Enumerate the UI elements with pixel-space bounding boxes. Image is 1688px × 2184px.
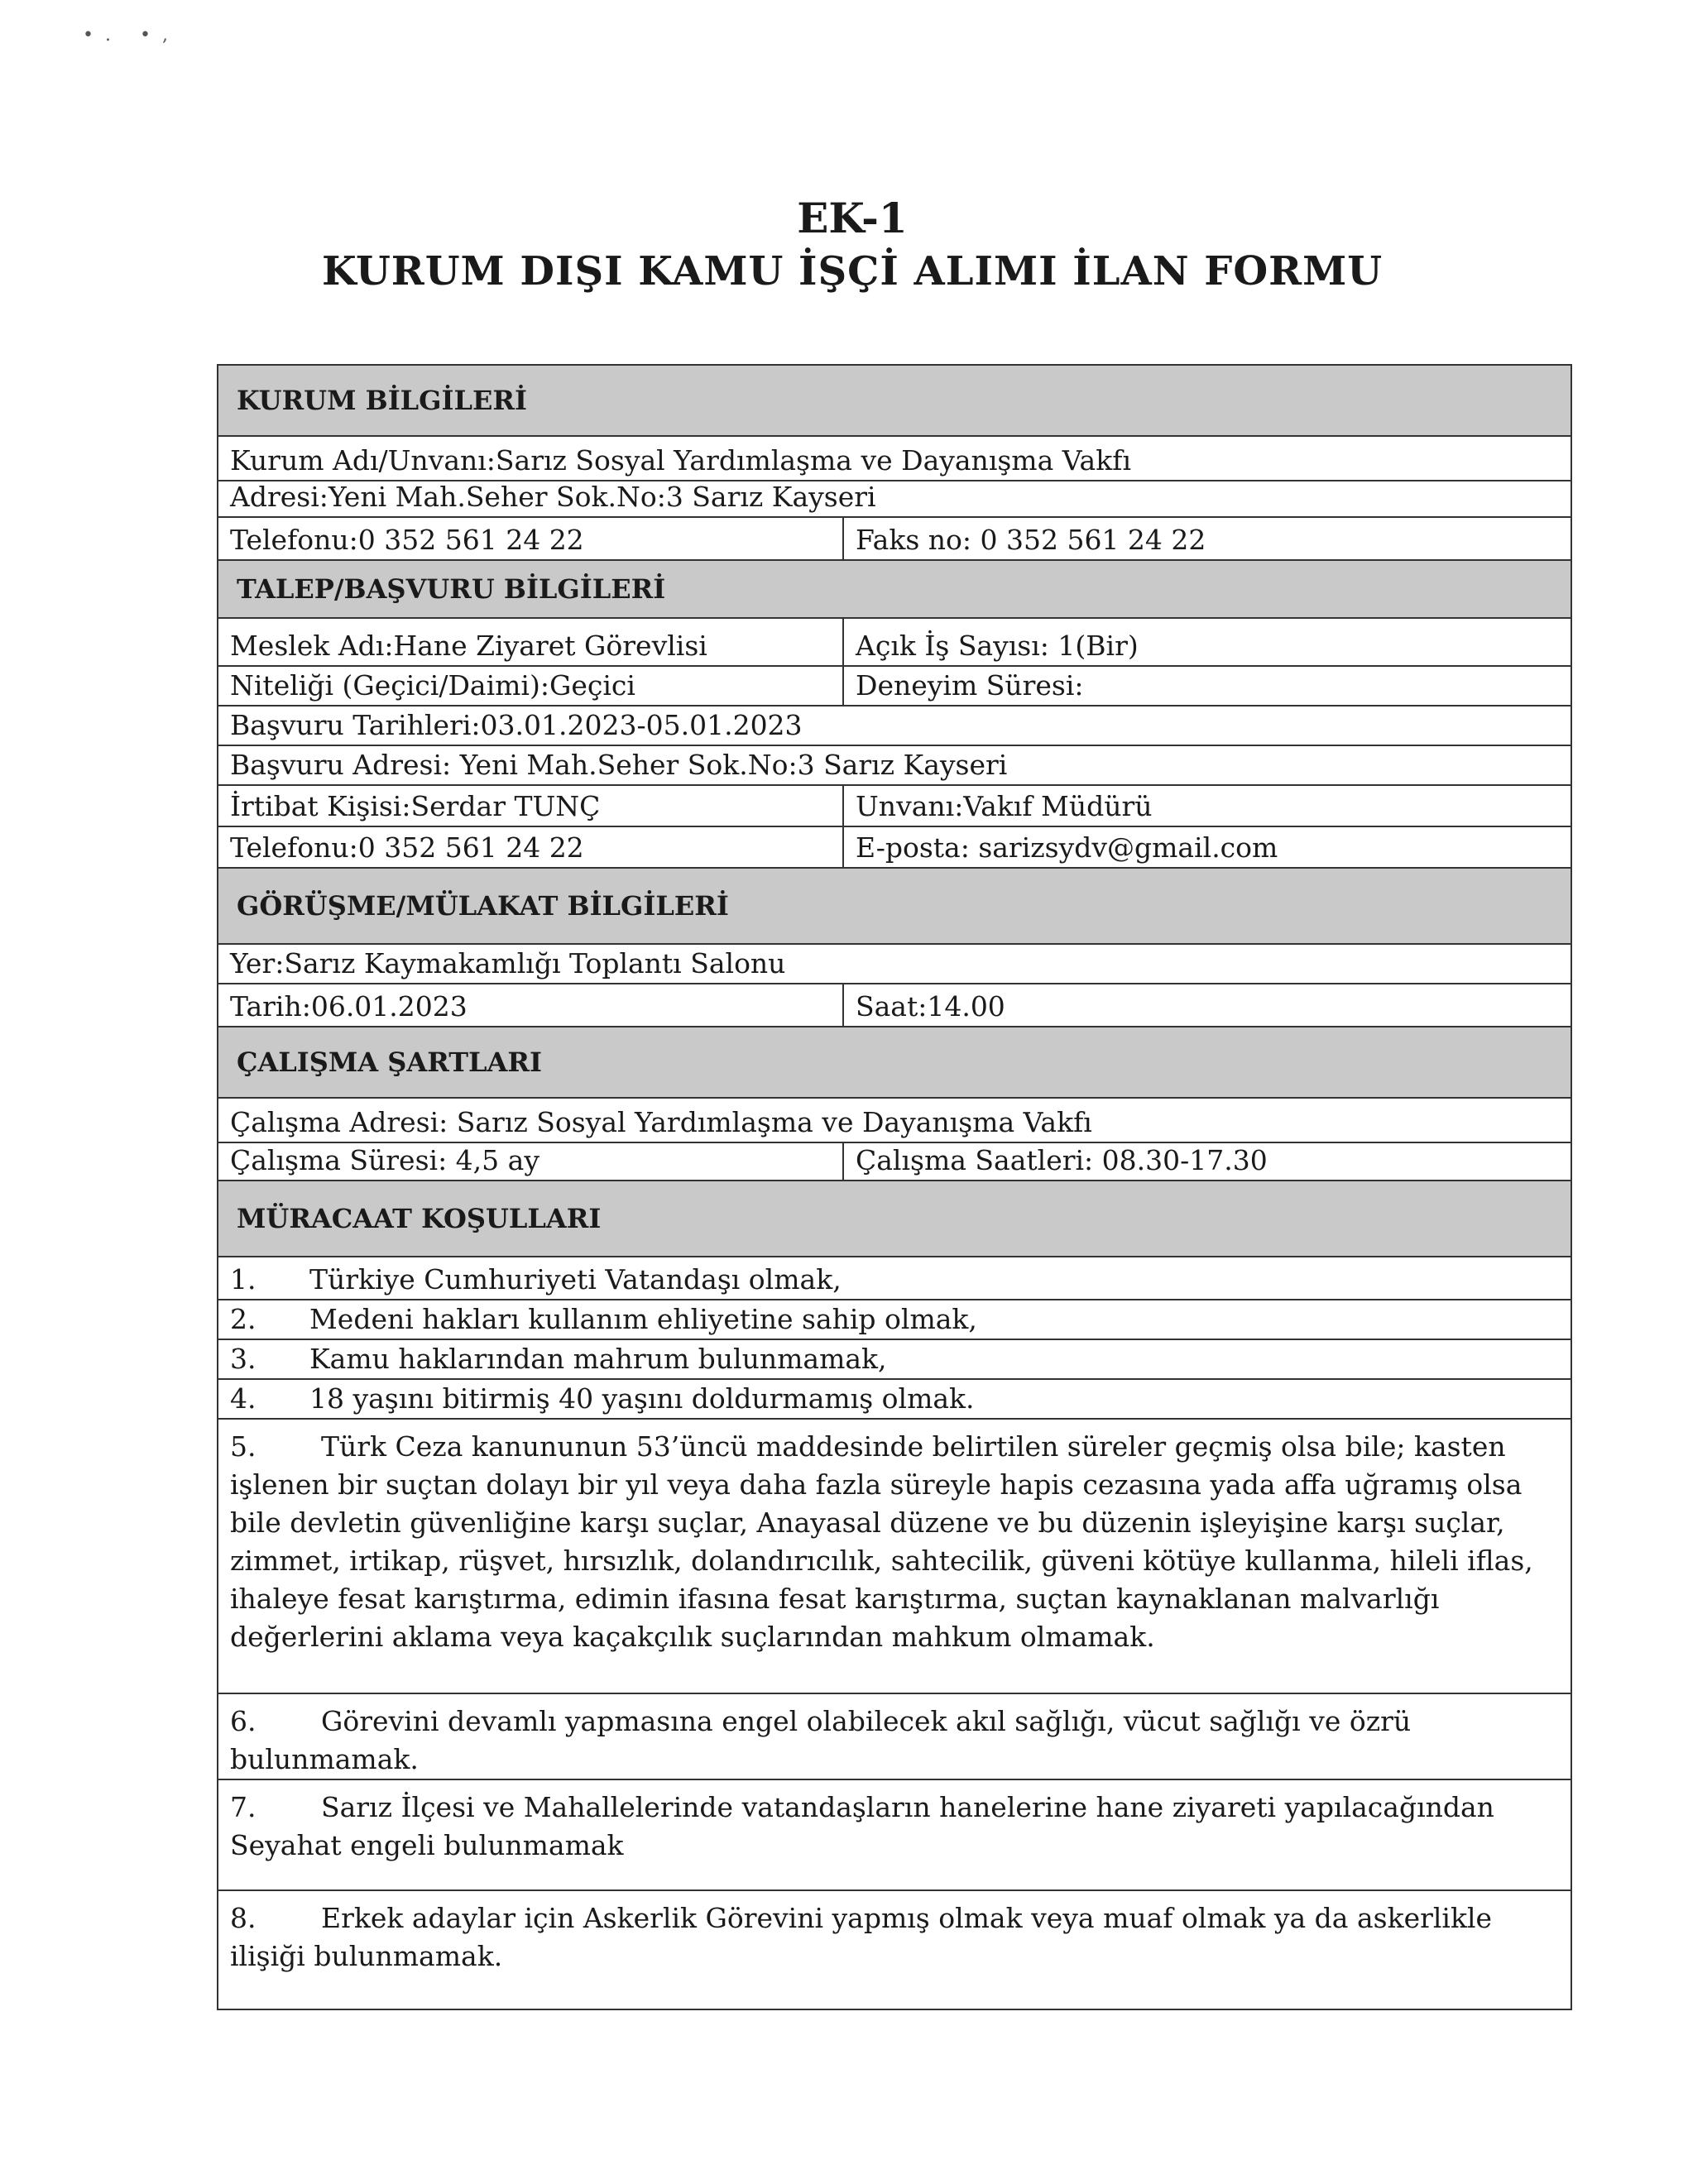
condition-number: 4. (230, 1382, 257, 1415)
row-talep-iletisim (218, 827, 1571, 869)
talep-eposta: E-posta: sarizsydv@gmail.com (856, 831, 1278, 864)
kurum-adres: Adresi:Yeni Mah.Seher Sok.No:3 Sarız Kayseri (230, 481, 876, 513)
row-kurum-adres (218, 481, 1571, 518)
condition-item (218, 1257, 1571, 1300)
announcement-form (217, 364, 1572, 2010)
condition-number: 6. (230, 1705, 257, 1737)
condition-item (218, 1891, 1571, 2009)
condition-text: Görevini devamlı yapmasına engel olabilecek akıl sağlığı, vücut sağlığı ve özrü bulunmamak. (230, 1705, 1412, 1775)
section-header-talep: TALEP/BAŞVURU BİLGİLERİ (218, 561, 1571, 619)
document-header (0, 192, 1688, 298)
kurum-telefon: Telefonu:0 352 561 24 22 (218, 518, 844, 559)
condition-number: 2. (230, 1303, 257, 1335)
row-kurum-iletisim (218, 518, 1571, 561)
row-gorusme-yer (218, 945, 1571, 984)
basvuru-adresi: Başvuru Adresi: Yeni Mah.Seher Sok.No:3 Sarız Kayseri (230, 749, 1008, 781)
condition-text: Türk Ceza kanununun 53’üncü maddesinde belirtilen süreler geçmiş olsa bile; kasten işlenen bir suçtan dolayı bir yıl veya daha fazla süreyle hapis cezasına yada affa uğramış olsa bile devletin güvenliğine karşı suçlar, Anayasal düzene ve bu düzenin işleyişine karşı suçlar, zimmet, irtikap, rüşvet, hırsızlık, dolandırıcılık, sahtecilik, güveni kötüye kullanma, hileli iflas, ihaleye fesat karıştırma, edimin ifasına fesat karıştırma, suçtan kaynaklanan malvarlığı değerlerini aklama veya kaçakçılık suçlarından mahkum olmamak. (230, 1430, 1533, 1653)
calisma-suresi: Çalışma Süresi: 4,5 ay (218, 1143, 844, 1180)
condition-number: 8. (230, 1902, 257, 1934)
condition-item (218, 1694, 1571, 1780)
basvuru-tarihleri: Başvuru Tarihleri:03.01.2023-05.01.2023 (230, 709, 803, 741)
condition-item (218, 1300, 1571, 1340)
kurum-adi: Kurum Adı/Unvanı:Sarız Sosyal Yardımlaşma ve Dayanışma Vakfı (230, 444, 1131, 477)
talep-telefon: Telefonu:0 352 561 24 22 (218, 827, 844, 867)
irtibat-unvan: Unvanı:Vakıf Müdürü (856, 790, 1153, 822)
row-kurum-adi (218, 437, 1571, 481)
gorusme-yer: Yer:Sarız Kaymakamlığı Toplantı Salonu (230, 947, 786, 979)
row-irtibat (218, 786, 1571, 827)
row-nitelik (218, 667, 1571, 706)
condition-number: 7. (230, 1791, 257, 1823)
row-basvuru-adresi (218, 746, 1571, 786)
meslek-adi: Meslek Adı:Hane Ziyaret Görevlisi (218, 619, 844, 665)
condition-text: 18 yaşını bitirmiş 40 yaşını doldurmamış olmak. (309, 1382, 975, 1415)
condition-text: Medeni hakları kullanım ehliyetine sahip olmak, (309, 1303, 977, 1335)
condition-number: 3. (230, 1343, 257, 1375)
deneyim-suresi: Deneyim Süresi: (856, 669, 1084, 702)
gorusme-tarih: Tarih:06.01.2023 (218, 984, 844, 1026)
form-title: KURUM DIŞI KAMU İŞÇİ ALIMI İLAN FORMU (321, 248, 1383, 295)
row-basvuru-tarihleri (218, 706, 1571, 746)
row-gorusme-zaman (218, 984, 1571, 1027)
row-calisma-sure (218, 1143, 1571, 1181)
annex-label: EK-1 (797, 194, 908, 242)
section-header-kurum: KURUM BİLGİLERİ (218, 366, 1571, 437)
section-header-muracaat: MÜRACAAT KOŞULLARI (218, 1181, 1571, 1257)
row-calisma-adres (218, 1099, 1571, 1143)
nitelik: Niteliği (Geçici/Daimi):Geçici (218, 667, 844, 705)
condition-item (218, 1780, 1571, 1891)
condition-text: Kamu haklarından mahrum bulunmamak, (309, 1343, 887, 1375)
section-header-gorusme: GÖRÜŞME/MÜLAKAT BİLGİLERİ (218, 869, 1571, 945)
gorusme-saat: Saat:14.00 (856, 990, 1005, 1023)
condition-text: Erkek adaylar için Askerlik Görevini yapmış olmak veya muaf olmak ya da askerlikle ilişiği bulunmamak. (230, 1902, 1493, 1972)
condition-item (218, 1340, 1571, 1380)
calisma-adresi: Çalışma Adresi: Sarız Sosyal Yardımlaşma ve Dayanışma Vakfı (230, 1106, 1092, 1138)
section-header-calisma: ÇALIŞMA ŞARTLARI (218, 1027, 1571, 1099)
calisma-saatleri: Çalışma Saatleri: 08.30-17.30 (856, 1144, 1268, 1176)
condition-number: 1. (230, 1263, 257, 1296)
scan-specks: •. •, (83, 25, 180, 46)
irtibat-kisisi: İrtibat Kişisi:Serdar TUNÇ (218, 786, 844, 826)
acik-is-sayisi: Açık İş Sayısı: 1(Bir) (856, 630, 1139, 662)
kurum-faks: Faks no: 0 352 561 24 22 (856, 524, 1206, 556)
condition-item (218, 1420, 1571, 1694)
condition-item (218, 1380, 1571, 1420)
condition-number: 5. (230, 1430, 257, 1463)
condition-text: Türkiye Cumhuriyeti Vatandaşı olmak, (309, 1263, 842, 1296)
condition-text: Sarız İlçesi ve Mahallelerinde vatandaşların hanelerine hane ziyareti yapılacağından Seyahat engeli bulunmamak (230, 1791, 1494, 1861)
row-meslek (218, 619, 1571, 667)
